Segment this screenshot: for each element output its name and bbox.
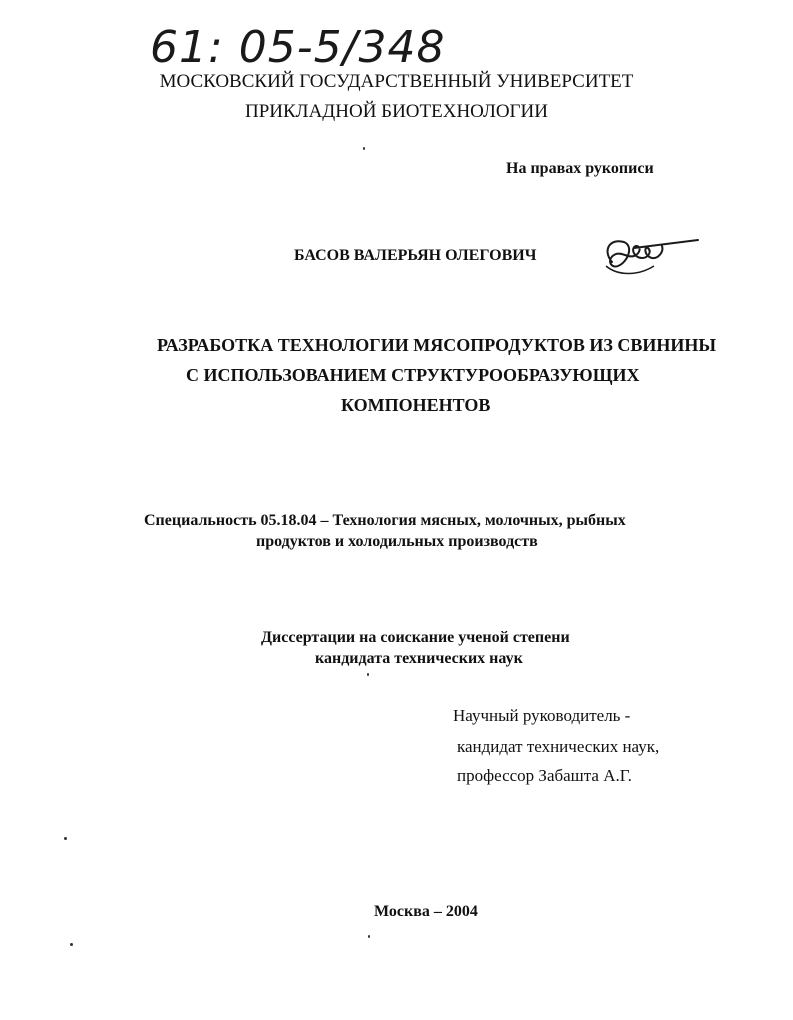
thesis-title-line3: КОМПОНЕНТОВ xyxy=(341,395,491,415)
university-name-line1: МОСКОВСКИЙ ГОСУДАРСТВЕННЫЙ УНИВЕРСИТЕТ xyxy=(159,71,634,92)
supervisor-line2: кандидат технических наук, xyxy=(457,737,660,756)
supervisor-line3: профессор Забашта А.Г. xyxy=(457,766,632,785)
supervisor-line1: Научный руководитель - xyxy=(453,706,631,725)
author-signature xyxy=(598,232,702,282)
handwritten-catalog-number xyxy=(148,10,468,76)
catalog-number-text: 61: 05-5/348 xyxy=(150,22,446,73)
specialty-line1: Специальность 05.18.04 – Технология мясных, молочных, рыбных xyxy=(144,512,626,529)
degree-line1: Диссертации на соискание ученой степени xyxy=(261,629,570,646)
thesis-title-line1: РАЗРАБОТКА ТЕХНОЛОГИИ МЯСОПРОДУКТОВ ИЗ СВИНИНЫ xyxy=(156,335,717,355)
scan-speck xyxy=(368,935,370,938)
thesis-title-line2: С ИСПОЛЬЗОВАНИЕМ СТРУКТУРООБРАЗУЮЩИХ xyxy=(186,365,640,385)
scan-speck xyxy=(70,943,73,946)
university-name-line2: ПРИКЛАДНОЙ БИОТЕХНОЛОГИИ xyxy=(245,101,548,122)
author-name: БАСОВ ВАЛЕРЬЯН ОЛЕГОВИЧ xyxy=(294,247,537,264)
scan-speck xyxy=(64,837,67,840)
degree-line2: кандидата технических наук xyxy=(315,650,523,667)
specialty-line2: продуктов и холодильных производств xyxy=(256,533,538,550)
scan-speck xyxy=(367,673,369,676)
manuscript-rights-label: На правах рукописи xyxy=(506,160,654,177)
scan-speck xyxy=(363,147,365,150)
city-year: Москва – 2004 xyxy=(374,903,478,920)
